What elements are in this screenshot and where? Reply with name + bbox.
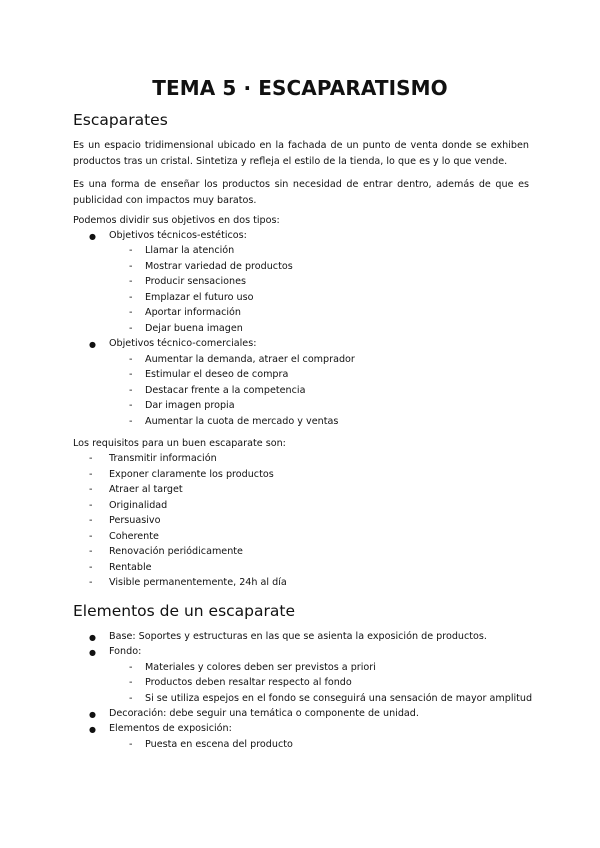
element-subitem: Materiales y colores deben ser previstos a priori <box>145 662 376 673</box>
dash-icon: - <box>129 385 133 396</box>
objectives-intro: Podemos dividir sus objetivos en dos tipos: <box>73 215 280 226</box>
dash-icon: - <box>129 245 133 256</box>
objective-item: Aumentar la demanda, atraer el comprador <box>145 354 355 365</box>
requirement-item: Coherente <box>109 531 159 542</box>
dash-icon: - <box>89 546 93 557</box>
dash-icon: - <box>129 416 133 427</box>
element-item: Decoración: debe seguir una temática o componente de unidad. <box>109 708 419 719</box>
objective-item: Mostrar variedad de productos <box>145 261 293 272</box>
objective-item: Dar imagen propia <box>145 400 235 411</box>
element-subitem: Puesta en escena del producto <box>145 739 293 750</box>
objective-item: Producir sensaciones <box>145 276 246 287</box>
dash-icon: - <box>89 469 93 480</box>
requirement-item: Rentable <box>109 562 152 573</box>
bullet-icon: ● <box>89 232 96 241</box>
bullet-icon: ● <box>89 725 96 734</box>
section-heading-escaparates: Escaparates <box>73 111 168 129</box>
dash-icon: - <box>129 693 133 704</box>
dash-icon: - <box>89 515 93 526</box>
objective-item: Aportar información <box>145 307 241 318</box>
objective-item: Emplazar el futuro uso <box>145 292 254 303</box>
objective-item: Llamar la atención <box>145 245 235 256</box>
page-title: TEMA 5 · ESCAPARATISMO <box>152 76 448 100</box>
objective-item: Destacar frente a la competencia <box>145 385 306 396</box>
dash-icon: - <box>129 261 133 272</box>
element-subitem: Si se utiliza espejos en el fondo se conseguirá una sensación de mayor amplitud <box>145 693 533 704</box>
paragraph-definition: Es un espacio tridimensional ubicado en la fachada de un punto de venta donde se exhiben productos tras un cristal. Sintetiza y refleja el estilo de la tienda, lo que es y lo que vende. <box>73 140 529 167</box>
requirement-item: Persuasivo <box>109 515 161 526</box>
element-item: Base: Soportes y estructuras en las que se asienta la exposición de productos. <box>109 631 487 642</box>
requirement-item: Transmitir información <box>109 453 217 464</box>
objective-item: Aumentar la cuota de mercado y ventas <box>145 416 339 427</box>
dash-icon: - <box>89 500 93 511</box>
dash-icon: - <box>89 577 93 588</box>
objective-type-label: Objetivos técnico-comerciales: <box>109 338 257 349</box>
dash-icon: - <box>129 354 133 365</box>
objective-item: Dejar buena imagen <box>145 323 243 334</box>
dash-icon: - <box>129 292 133 303</box>
bullet-icon: ● <box>89 710 96 719</box>
element-subitem: Productos deben resaltar respecto al fondo <box>145 677 352 688</box>
dash-icon: - <box>89 562 93 573</box>
dash-icon: - <box>129 323 133 334</box>
dash-icon: - <box>129 369 133 380</box>
dash-icon: - <box>129 662 133 673</box>
dash-icon: - <box>129 276 133 287</box>
dash-icon: - <box>89 484 93 495</box>
dash-icon: - <box>129 307 133 318</box>
bullet-icon: ● <box>89 340 96 349</box>
requirement-item: Atraer al target <box>109 484 183 495</box>
requirements-intro: Los requisitos para un buen escaparate son: <box>73 438 286 449</box>
dash-icon: - <box>129 677 133 688</box>
section-heading-elementos: Elementos de un escaparate <box>73 602 295 620</box>
bullet-icon: ● <box>89 633 96 642</box>
dash-icon: - <box>89 453 93 464</box>
requirement-item: Originalidad <box>109 500 168 511</box>
requirement-item: Exponer claramente los productos <box>109 469 274 480</box>
requirement-item: Visible permanentemente, 24h al día <box>109 577 287 588</box>
dash-icon: - <box>129 400 133 411</box>
element-item: Fondo: <box>109 646 142 657</box>
bullet-icon: ● <box>89 648 96 657</box>
paragraph-purpose: Es una forma de enseñar los productos sin necesidad de entrar dentro, además de que es publicidad con impactos muy baratos. <box>73 179 529 206</box>
dash-icon: - <box>89 531 93 542</box>
objective-type-label: Objetivos técnicos-estéticos: <box>109 230 247 241</box>
objective-item: Estimular el deseo de compra <box>145 369 289 380</box>
requirement-item: Renovación periódicamente <box>109 546 243 557</box>
element-item: Elementos de exposición: <box>109 723 232 734</box>
dash-icon: - <box>129 739 133 750</box>
